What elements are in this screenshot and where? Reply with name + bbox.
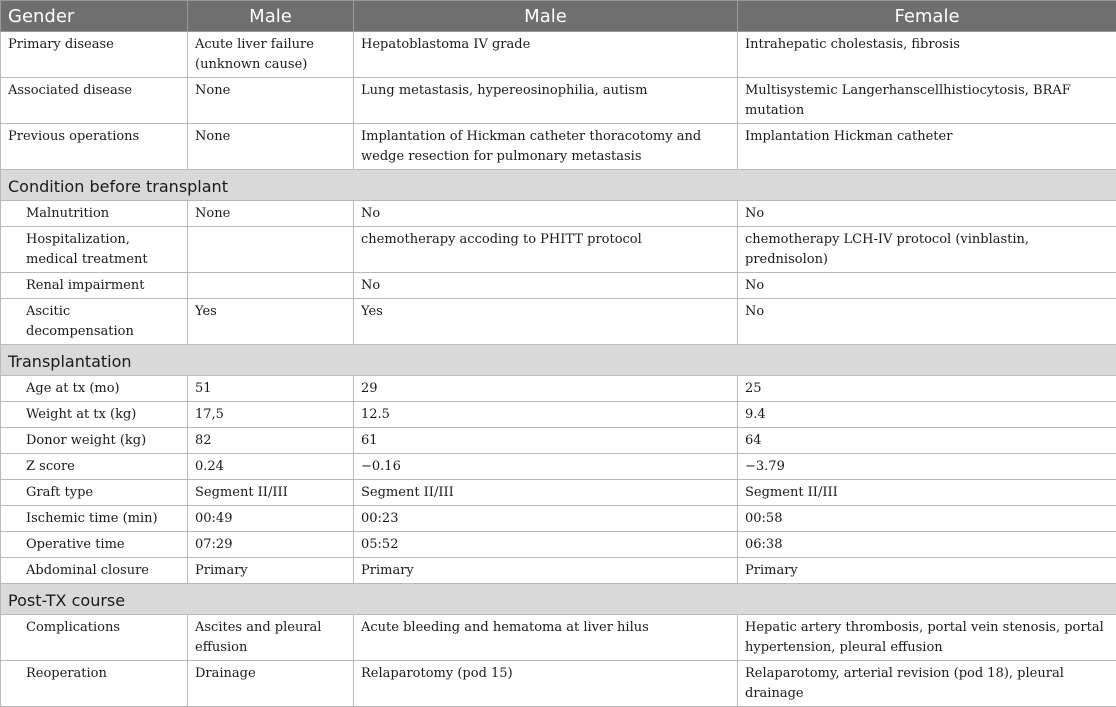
row-label-cell bbox=[1, 227, 188, 273]
table-cell: Relaparotomy (pod 15) bbox=[354, 661, 738, 707]
table-row bbox=[1, 273, 1116, 299]
table-cell: 9.4 bbox=[738, 402, 1116, 428]
row-label: Complications bbox=[1, 615, 188, 661]
header-patient-3: Female bbox=[738, 1, 1116, 32]
header-row bbox=[1, 1, 1116, 32]
table-row bbox=[1, 376, 1116, 402]
header-patient-2: Male bbox=[354, 1, 738, 32]
table-cell bbox=[188, 273, 354, 299]
section-transplantation: Transplantation bbox=[1, 345, 1116, 376]
table-cell: Yes bbox=[188, 299, 354, 345]
table-row bbox=[1, 532, 1116, 558]
section-condition-before-transplant: Condition before transplant bbox=[1, 170, 1116, 201]
table-cell: 07:29 bbox=[188, 532, 354, 558]
table-cell: 29 bbox=[354, 376, 738, 402]
table-cell: Primary bbox=[738, 558, 1116, 584]
row-label: Ischemic time (min) bbox=[1, 506, 188, 532]
table-row bbox=[1, 299, 1116, 345]
table-row bbox=[1, 506, 1116, 532]
table-cell: Implantation of Hickman catheter thoracotomy and wedge resection for pulmonary metastasis bbox=[354, 124, 738, 170]
row-label: Previous operations bbox=[1, 124, 188, 170]
table-cell bbox=[188, 227, 354, 273]
row-label: Malnutrition bbox=[1, 201, 188, 227]
table-cell: Ascites and pleural effusion bbox=[188, 615, 354, 661]
table-cell: Intrahepatic cholestasis, fibrosis bbox=[738, 32, 1116, 78]
row-label: Weight at tx (kg) bbox=[1, 402, 188, 428]
table-cell: Acute liver failure (unknown cause) bbox=[188, 32, 354, 78]
row-label: Age at tx (mo) bbox=[1, 376, 188, 402]
row-label: Reoperation bbox=[1, 661, 188, 707]
table-cell: −0.16 bbox=[354, 454, 738, 480]
table-cell: 06:38 bbox=[738, 532, 1116, 558]
table-cell: chemotherapy accoding to PHITT protocol bbox=[354, 227, 738, 273]
row-label: Z score bbox=[1, 454, 188, 480]
row-label: Abdominal closure bbox=[1, 558, 188, 584]
row-label: Primary disease bbox=[1, 32, 188, 78]
table-row bbox=[1, 480, 1116, 506]
table-cell: None bbox=[188, 124, 354, 170]
table-cell: 00:23 bbox=[354, 506, 738, 532]
table-cell: chemotherapy LCH-IV protocol (vinblastin, prednisolon) bbox=[738, 227, 1116, 273]
table-cell: Hepatoblastoma IV grade bbox=[354, 32, 738, 78]
table-cell: No bbox=[738, 201, 1116, 227]
table-row bbox=[1, 454, 1116, 480]
table-cell: None bbox=[188, 78, 354, 124]
table-row bbox=[1, 78, 1116, 124]
table-row bbox=[1, 32, 1116, 78]
table-cell: Lung metastasis, hypereosinophilia, autism bbox=[354, 78, 738, 124]
section-header-row bbox=[1, 170, 1116, 201]
table-cell: Hepatic artery thrombosis, portal vein stenosis, portal hypertension, pleural effusion bbox=[738, 615, 1116, 661]
table-cell: Acute bleeding and hematoma at liver hilus bbox=[354, 615, 738, 661]
table-row bbox=[1, 227, 1116, 273]
table-cell: 64 bbox=[738, 428, 1116, 454]
row-label: Hospitalization, medical treatment bbox=[8, 230, 180, 270]
table-cell: Segment II/III bbox=[738, 480, 1116, 506]
table-row bbox=[1, 402, 1116, 428]
table-cell: 25 bbox=[738, 376, 1116, 402]
table-cell: 82 bbox=[188, 428, 354, 454]
table-cell: Multisystemic Langerhanscellhistiocytosis, BRAF mutation bbox=[738, 78, 1116, 124]
row-label: Associated disease bbox=[1, 78, 188, 124]
row-label: Renal impairment bbox=[1, 273, 188, 299]
table-row bbox=[1, 201, 1116, 227]
row-label: Ascitic decompensation bbox=[1, 299, 188, 345]
table-cell: 00:49 bbox=[188, 506, 354, 532]
table-cell: −3.79 bbox=[738, 454, 1116, 480]
table-cell: Primary bbox=[354, 558, 738, 584]
table-cell: 51 bbox=[188, 376, 354, 402]
table-cell: Implantation Hickman catheter bbox=[738, 124, 1116, 170]
table-cell: 05:52 bbox=[354, 532, 738, 558]
table-cell: 61 bbox=[354, 428, 738, 454]
table-cell: Drainage bbox=[188, 661, 354, 707]
header-patient-1: Male bbox=[188, 1, 354, 32]
header-gender: Gender bbox=[1, 1, 188, 32]
table-cell: None bbox=[188, 201, 354, 227]
table-cell: Segment II/III bbox=[354, 480, 738, 506]
table-row bbox=[1, 558, 1116, 584]
row-label: Donor weight (kg) bbox=[1, 428, 188, 454]
section-header-row bbox=[1, 345, 1116, 376]
table-row bbox=[1, 661, 1116, 707]
table-cell: 00:58 bbox=[738, 506, 1116, 532]
table-cell: 0.24 bbox=[188, 454, 354, 480]
table-cell: 12.5 bbox=[354, 402, 738, 428]
section-post-tx-course: Post-TX course bbox=[1, 584, 1116, 615]
table-row bbox=[1, 428, 1116, 454]
table-cell: Primary bbox=[188, 558, 354, 584]
table-cell: 17,5 bbox=[188, 402, 354, 428]
table-cell: No bbox=[738, 299, 1116, 345]
table-cell: No bbox=[354, 201, 738, 227]
table-row bbox=[1, 615, 1116, 661]
table-row bbox=[1, 124, 1116, 170]
row-label: Graft type bbox=[1, 480, 188, 506]
table-cell: Yes bbox=[354, 299, 738, 345]
table-cell: No bbox=[354, 273, 738, 299]
row-label: Operative time bbox=[1, 532, 188, 558]
table-cell: Relaparotomy, arterial revision (pod 18), pleural drainage bbox=[738, 661, 1116, 707]
table-cell: Segment II/III bbox=[188, 480, 354, 506]
table-cell: No bbox=[738, 273, 1116, 299]
section-header-row bbox=[1, 584, 1116, 615]
